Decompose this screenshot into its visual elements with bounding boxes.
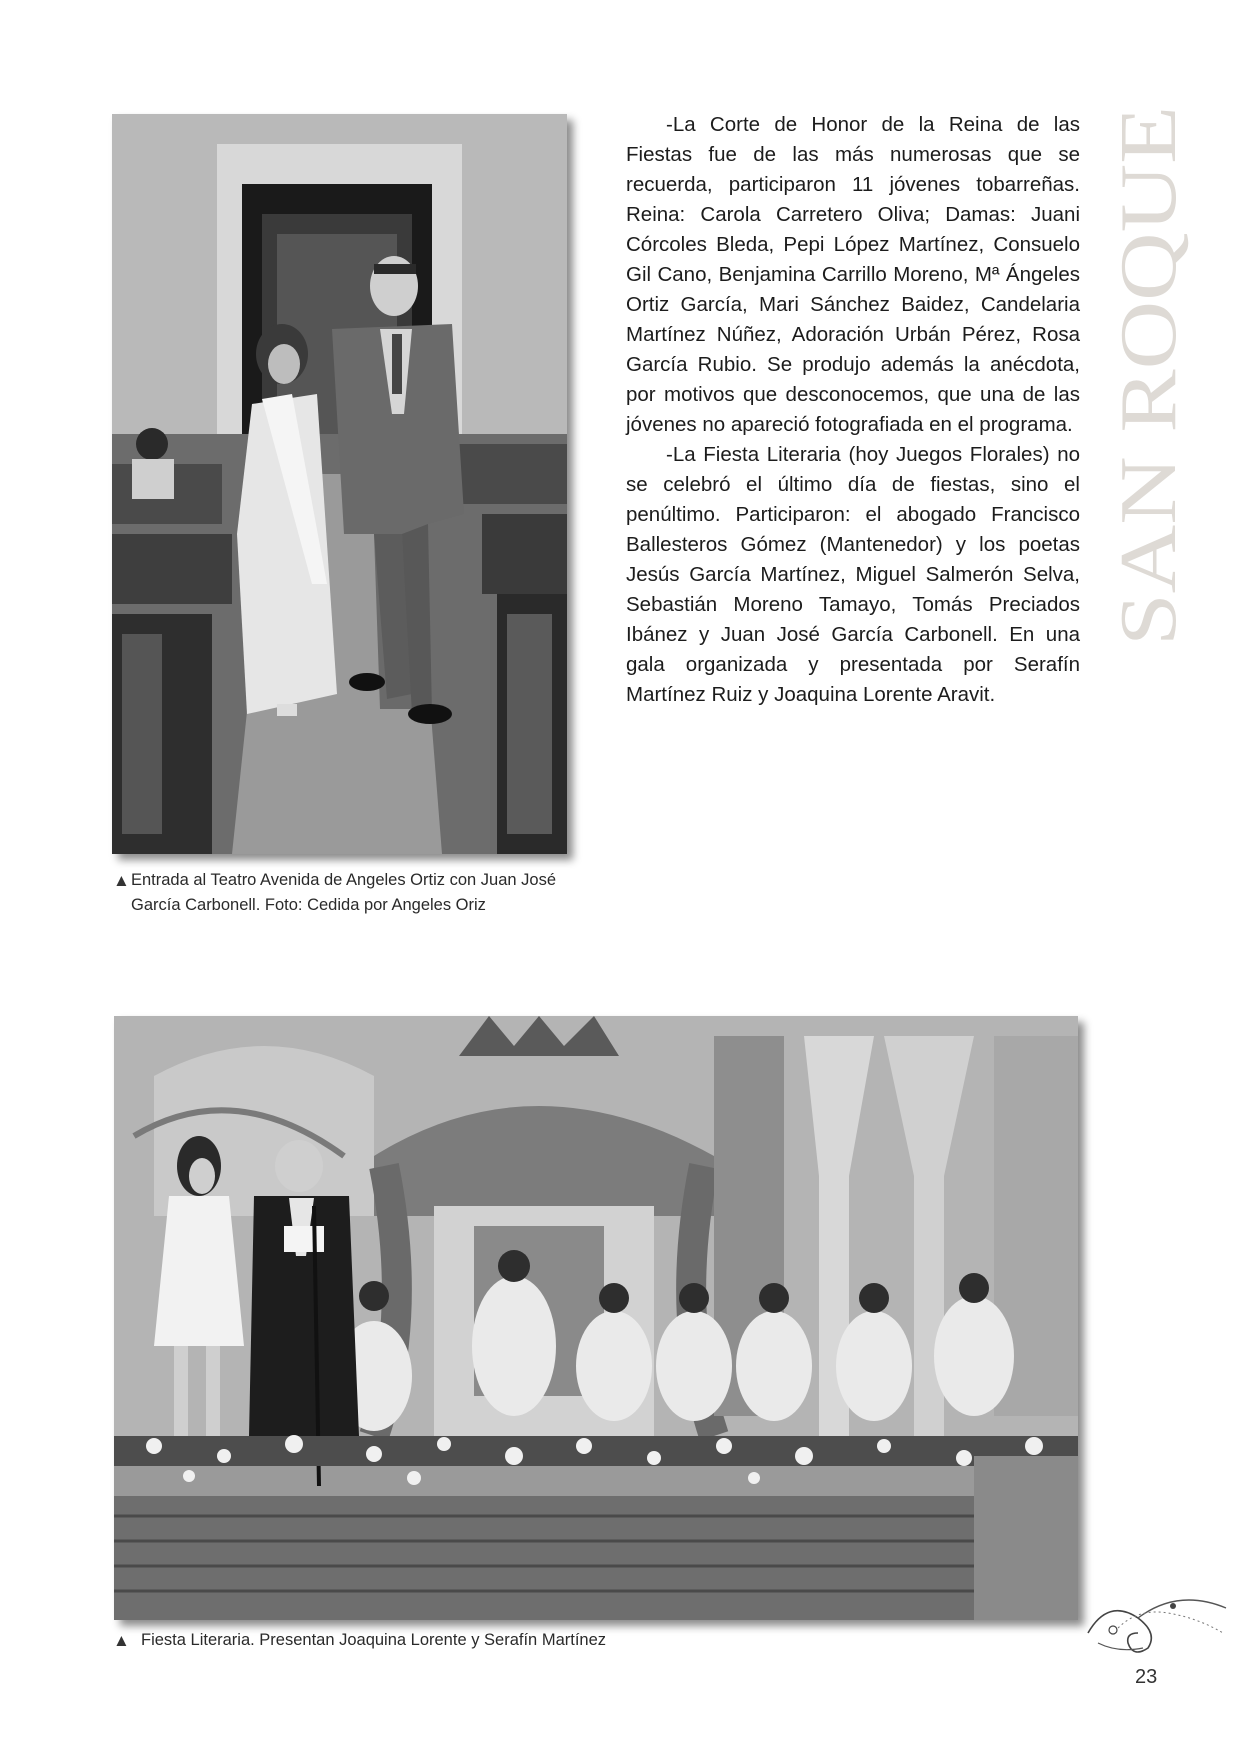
page-number: 23 [1135, 1666, 1158, 1688]
section-title-text: SAN ROQUE [1105, 190, 1193, 646]
flourish-ornament-icon [1078, 1588, 1228, 1658]
article-body [626, 110, 1080, 710]
article-paragraph-1: -La Corte de Honor de la Reina de las Fiestas fue de las más numerosas que se recuerda, participaron 11 jóvenes tobarreñas. Reina: Carola Carretero Oliva; Damas: Juani Córcoles Bleda, Pepi López Martínez, Consuelo Gil Cano, Benjamina Carrillo Moreno, Mª Ángeles Ortiz García, Mari Sánchez Baidez, Candelaria Martínez Núñez, Adoración Urbán Pérez, Rosa García Rubio. Se produjo además la anécdota, por motivos que desconocemos, que una de las jóvenes no apareció fotografiada en el programa. [626, 113, 1080, 436]
photo-theatre-entrance-image [112, 114, 567, 854]
article-paragraph-2: -La Fiesta Literaria (hoy Juegos Florales) no se celebró el último día de fiestas, sino el penúltimo. Participaron: el abogado Francisco Ballesteros Gómez (Mantenedor) y los poetas Jesús García Martínez, Miguel Salmerón Selva, Sebastián Moreno Tamayo, Tomás Preciados Ibánez y Juan José García Carbonell. En una gala organizada y presentada por Serafín Martínez Ruiz y Joaquina Lorente Aravit. [626, 443, 1080, 706]
caption-line-1: Entrada al Teatro Avenida de Angeles Ortiz con Juan José [131, 871, 557, 889]
caption-triangle-icon: ▲ [113, 1631, 130, 1650]
photo-theatre-entrance [112, 114, 567, 854]
section-title-vertical [1103, 104, 1193, 649]
section-title-svg [1103, 104, 1193, 649]
caption-line-2: García Carbonell. Foto: Cedida por Angeles Oriz [131, 896, 486, 914]
caption-text: Fiesta Literaria. Presentan Joaquina Lorente y Serafín Martínez [141, 1631, 607, 1649]
photo-fiesta-caption [113, 1628, 813, 1653]
photo-theatre-caption [113, 868, 573, 918]
photo-fiesta-literaria [114, 1016, 1078, 1620]
photo-fiesta-literaria-image [114, 1016, 1078, 1620]
caption-triangle-icon: ▲ [113, 871, 130, 890]
